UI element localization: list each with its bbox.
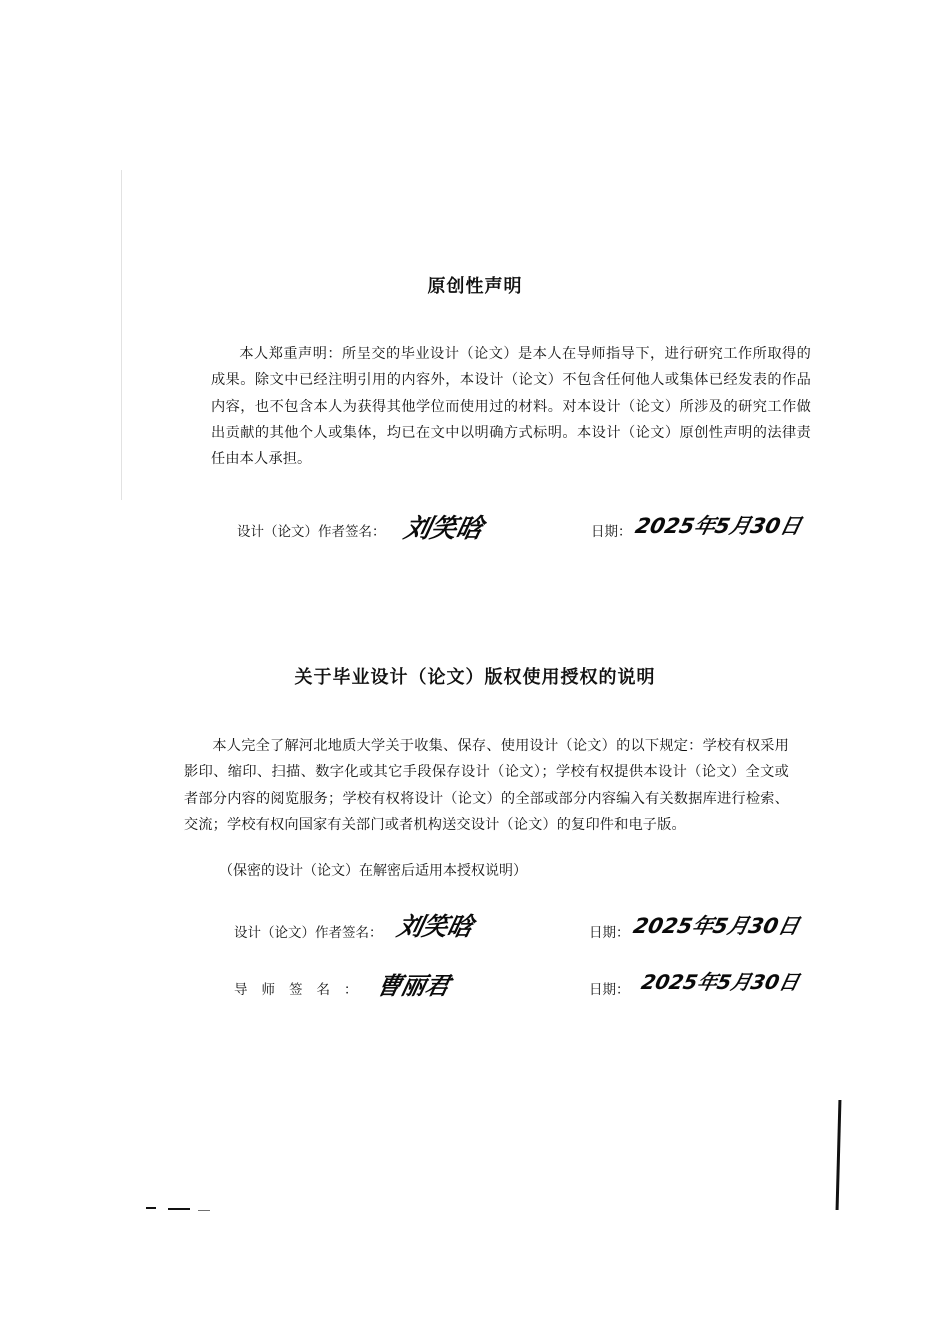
advisor-date-label: 日期：: [589, 982, 630, 998]
copyright-body: 本人完全了解河北地质大学关于收集、保存、使用设计（论文）的以下规定：学校有权采用影印、缩印、扫描、数字化或其它手段保存设计（论文）；学校有权提供本设计（论文）全文或者部分内容的阅览服务；学校有权将设计（论文）的全部或部分内容编入有关数据库进行检索、交流；学校有权向国家有关部门或者机构送交设计（论文）的复印件和电子版。: [184, 738, 789, 833]
scan-mark: [168, 1208, 190, 1210]
originality-title: 原创性声明: [427, 276, 523, 297]
advisor-label: 导师签名：: [234, 982, 372, 998]
scan-edge-mark: [121, 170, 122, 500]
scan-edge-mark: [836, 1100, 842, 1210]
scan-mark: [198, 1210, 210, 1211]
originality-author-label: 设计（论文）作者签名：: [237, 524, 386, 540]
originality-date: 2025年5月30日: [633, 514, 804, 538]
originality-date-label: 日期：: [591, 524, 632, 540]
copyright-title: 关于毕业设计（论文）版权使用授权的说明: [294, 667, 656, 688]
copyright-author-signature: 刘笑晗: [394, 912, 476, 941]
copyright-author-date-label: 日期：: [589, 925, 630, 941]
scan-mark: [146, 1207, 156, 1209]
copyright-author-date: 2025年5月30日: [631, 914, 802, 938]
copyright-note: （保密的设计（论文）在解密后适用本授权说明）: [219, 863, 527, 879]
copyright-author-label: 设计（论文）作者签名：: [234, 925, 383, 941]
originality-body: 本人郑重声明：所呈交的毕业设计（论文）是本人在导师指导下，进行研究工作所取得的成果。除文中已经注明引用的内容外，本设计（论文）不包含任何他人或集体已经发表的作品内容，也不包含本人为获得其他学位而使用过的材料。对本设计（论文）所涉及的研究工作做出贡献的其他个人或集体，均已在文中以明确方式标明。本设计（论文）原创性声明的法律责任由本人承担。: [211, 346, 811, 468]
originality-author-signature: 刘笑晗: [401, 514, 486, 544]
advisor-signature: 曹丽君: [374, 972, 453, 1000]
advisor-date: 2025年5月30日: [639, 970, 802, 994]
